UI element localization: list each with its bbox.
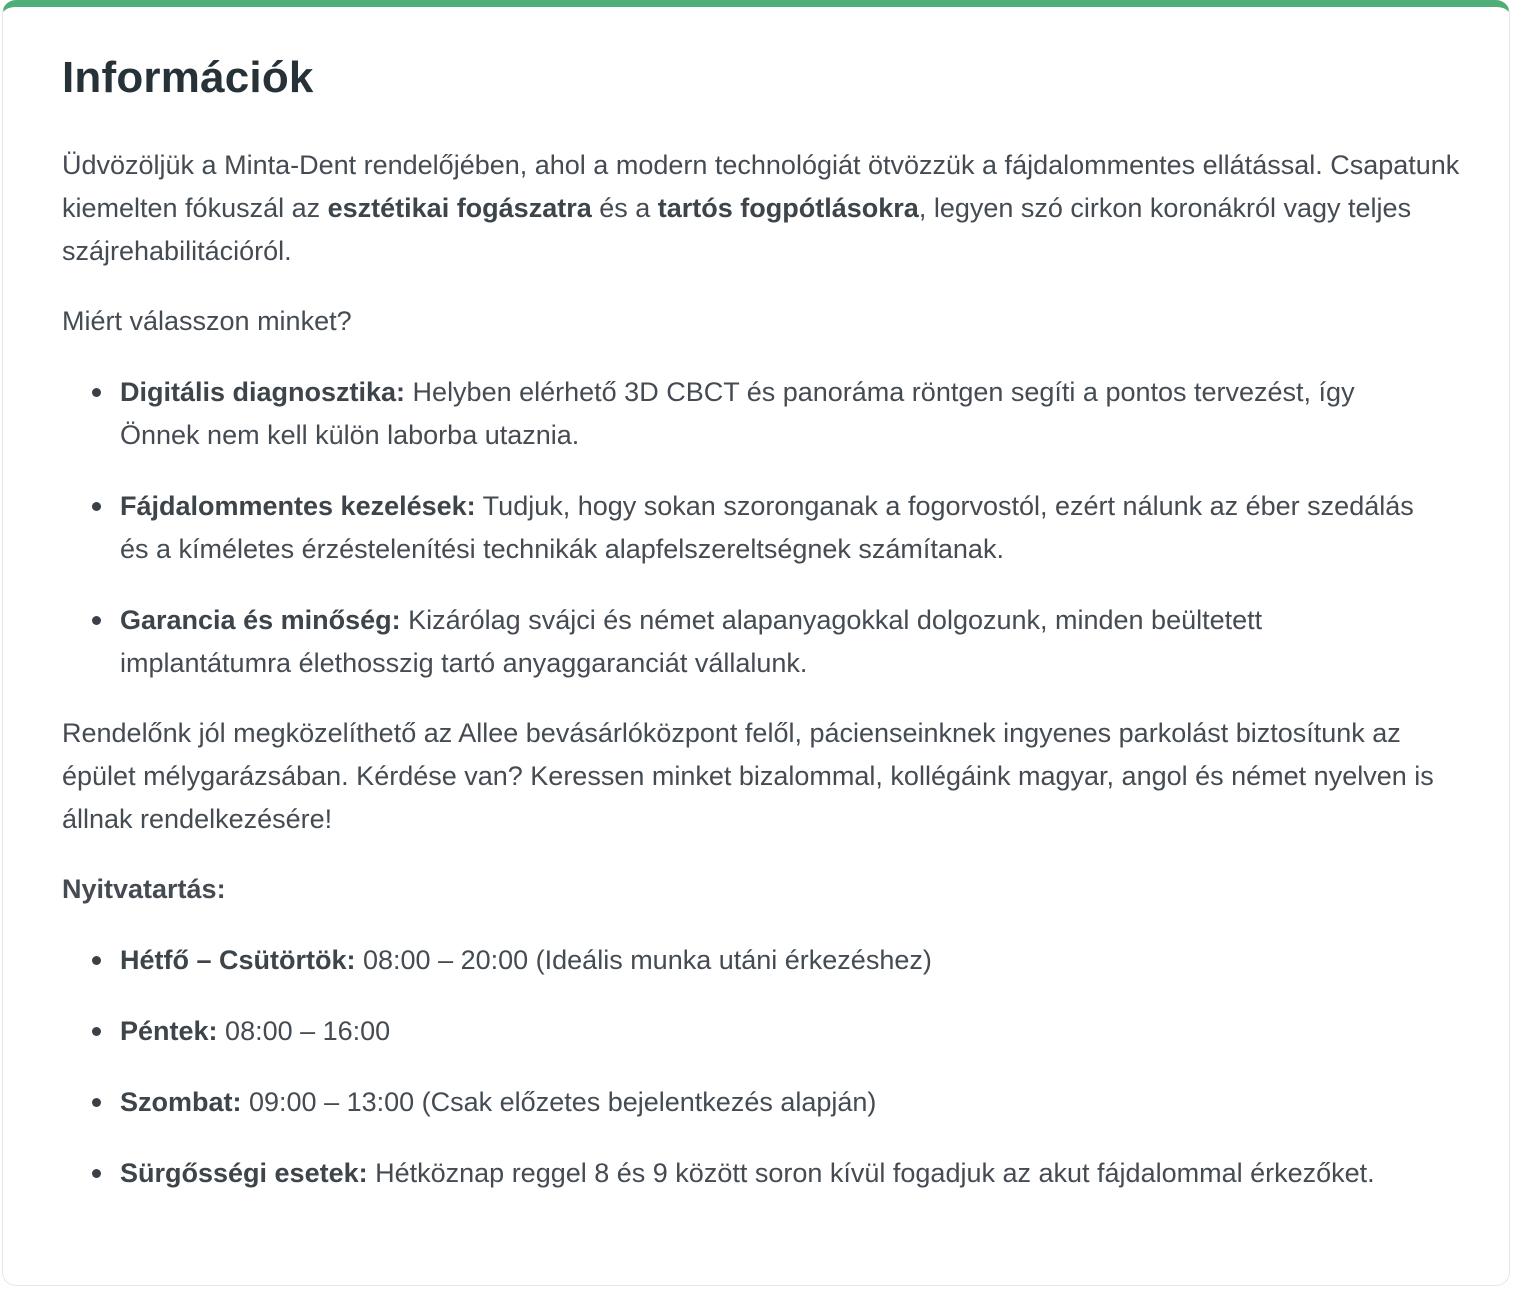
bullet-icon xyxy=(92,1027,101,1036)
bullet-icon xyxy=(92,616,101,625)
hours-text: Hétköznap reggel 8 és 9 között soron kívül fogadjuk az akut fájdalommal érkezőket. xyxy=(367,1158,1375,1188)
location-paragraph: Rendelőnk jól megközelíthető az Allee bevásárlóközpont felől, pácienseinknek ingyenes parkolást biztosítunk az épület mélygarázsában. Kérdése van? Keressen minket bizalommal, kollégáink magyar, angol és német nyelven is állnak rendelkezésére! xyxy=(62,718,1434,834)
bullet-icon xyxy=(92,388,101,397)
hours-text: 09:00 – 13:00 (Csak előzetes bejelentkezés alapján) xyxy=(241,1087,877,1117)
intro-text-3: , legyen szó cirkon koronákról vagy teljes szájrehabilitációról. xyxy=(62,193,1412,266)
features-list xyxy=(62,371,1509,685)
intro-text-2: és a xyxy=(591,193,658,223)
feature-text: Kizárólag svájci és német alapanyagokkal dolgozunk, minden beültetett implantátumra élethosszig tartó anyaggaranciát vállalunk. xyxy=(120,605,1263,678)
hours-text: 08:00 – 20:00 (Ideális munka utáni érkezéshez) xyxy=(355,945,932,975)
feature-text: Tudjuk, hogy sokan szoronganak a fogorvostól, ezért nálunk az éber szedálás és a kíméletes érzéstelenítési technikák alapfelszereltségnek számítanak. xyxy=(120,491,1414,564)
feature-label: Fájdalommentes kezelések: xyxy=(120,491,476,521)
list-item xyxy=(62,1010,1416,1053)
list-item xyxy=(62,371,1416,457)
list-item xyxy=(62,1081,1416,1124)
intro-text-1: Üdvözöljük a Minta-Dent rendelőjében, ahol a modern technológiát ötvözzük a fájdalommentes ellátással. Csapatunk kiemelten fókuszál az xyxy=(62,150,1460,223)
why-heading: Miért válasszon minket? xyxy=(62,306,352,336)
opening-hours-list xyxy=(62,939,1509,1195)
hours-label: Hétfő – Csütörtök: xyxy=(120,945,356,975)
page-title: Információk xyxy=(62,53,314,102)
bullet-icon xyxy=(92,1098,101,1107)
feature-label: Garancia és minőség: xyxy=(120,605,401,635)
feature-text: Helyben elérhető 3D CBCT és panoráma röntgen segíti a pontos tervezést, így Önnek nem kell külön laborba utaznia. xyxy=(120,377,1355,450)
hours-label: Péntek: xyxy=(120,1016,218,1046)
bullet-icon xyxy=(92,502,101,511)
bullet-icon xyxy=(92,956,101,965)
hours-text: 08:00 – 16:00 xyxy=(217,1016,391,1046)
opening-hours-heading: Nyitvatartás: xyxy=(62,874,226,904)
intro-paragraph xyxy=(62,144,1472,273)
info-card xyxy=(2,0,1510,1286)
list-item xyxy=(62,485,1416,571)
bullet-icon xyxy=(92,1169,101,1178)
intro-bold-aesthetic: esztétikai fogászatra xyxy=(327,193,592,223)
intro-bold-prosthetics: tartós fogpótlásokra xyxy=(657,193,919,223)
hours-label: Sürgősségi esetek: xyxy=(120,1158,368,1188)
hours-label: Szombat: xyxy=(120,1087,242,1117)
feature-label: Digitális diagnosztika: xyxy=(120,377,406,407)
list-item xyxy=(62,599,1416,685)
list-item xyxy=(62,1152,1416,1195)
list-item xyxy=(62,939,1416,982)
